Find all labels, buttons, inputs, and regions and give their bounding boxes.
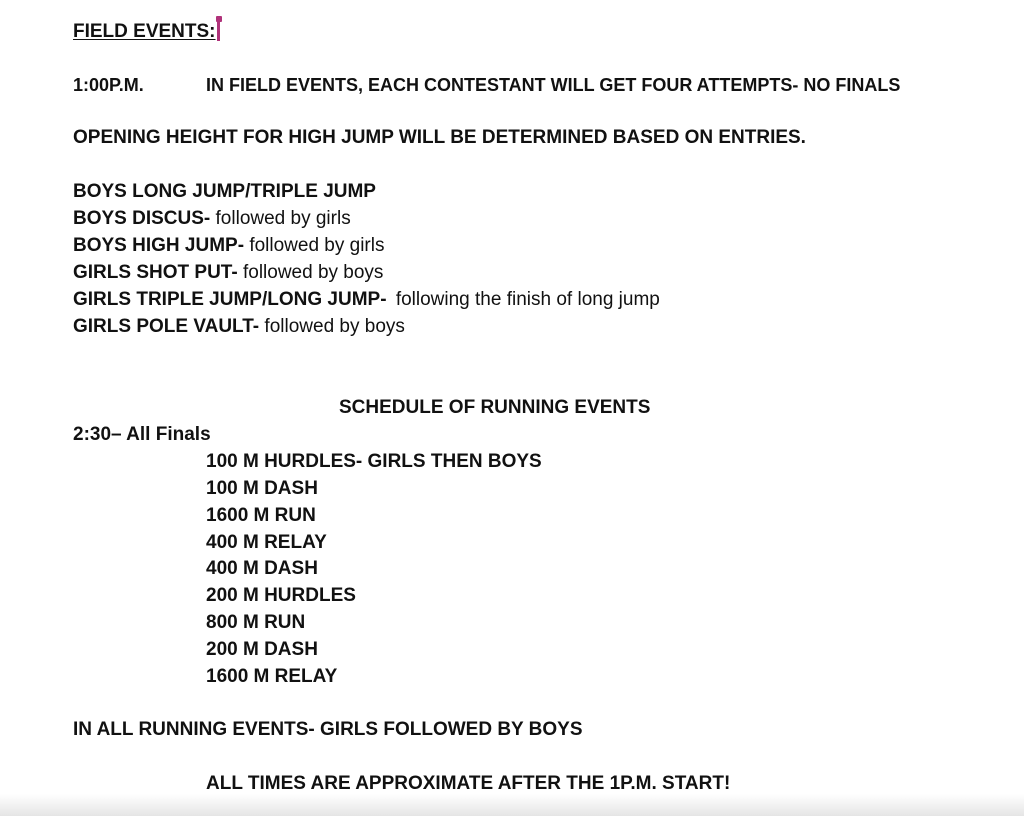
running-event-item: 400 M RELAY	[206, 532, 327, 553]
approximate-times-note: ALL TIMES ARE APPROXIMATE AFTER THE 1P.M. START!	[206, 773, 731, 794]
running-event-item: 400 M DASH	[206, 558, 318, 579]
running-order-note: IN ALL RUNNING EVENTS- GIRLS FOLLOWED BY BOYS	[73, 719, 583, 740]
field-event-name: GIRLS SHOT PUT-	[73, 262, 238, 283]
running-event-item: 200 M HURDLES	[206, 585, 356, 606]
field-event-note: following the finish of long jump	[395, 289, 660, 310]
text-cursor	[217, 19, 220, 41]
running-event-item: 100 M HURDLES- GIRLS THEN BOYS	[206, 451, 542, 472]
running-event-item: 200 M DASH	[206, 639, 318, 660]
running-time: 2:30– All Finals	[73, 424, 211, 445]
field-events-heading: FIELD EVENTS:	[73, 21, 216, 42]
field-event-row	[73, 235, 384, 257]
field-event-note: followed by girls	[215, 208, 351, 229]
field-event-name: BOYS HIGH JUMP-	[73, 235, 245, 256]
running-event-item: 800 M RUN	[206, 612, 306, 633]
field-event-name: BOYS DISCUS-	[73, 208, 211, 229]
field-event-row	[73, 316, 405, 338]
opening-height-note: OPENING HEIGHT FOR HIGH JUMP WILL BE DETERMINED BASED ON ENTRIES.	[73, 127, 806, 148]
field-event-name: GIRLS POLE VAULT-	[73, 316, 260, 337]
running-event-item: 1600 M RUN	[206, 505, 316, 526]
field-event-note: followed by boys	[264, 316, 405, 337]
heading-line	[73, 19, 220, 43]
field-event-name: GIRLS TRIPLE JUMP/LONG JUMP-	[73, 289, 387, 310]
running-event-item: 1600 M RELAY	[206, 666, 338, 687]
field-event-row	[73, 208, 351, 230]
field-event-row	[73, 181, 376, 203]
field-event-name: BOYS LONG JUMP/TRIPLE JUMP	[73, 181, 376, 202]
field-event-row	[73, 289, 660, 311]
field-attempts-note: IN FIELD EVENTS, EACH CONTESTANT WILL GET FOUR ATTEMPTS- NO FINALS	[206, 75, 901, 95]
field-event-row	[73, 262, 383, 284]
running-schedule-title: SCHEDULE OF RUNNING EVENTS	[339, 397, 651, 418]
field-event-note: followed by boys	[242, 262, 384, 283]
field-event-note: followed by girls	[249, 235, 385, 256]
page-bottom-shadow	[0, 794, 1024, 816]
running-event-item: 100 M DASH	[206, 478, 318, 499]
field-time: 1:00P.M.	[73, 75, 144, 95]
